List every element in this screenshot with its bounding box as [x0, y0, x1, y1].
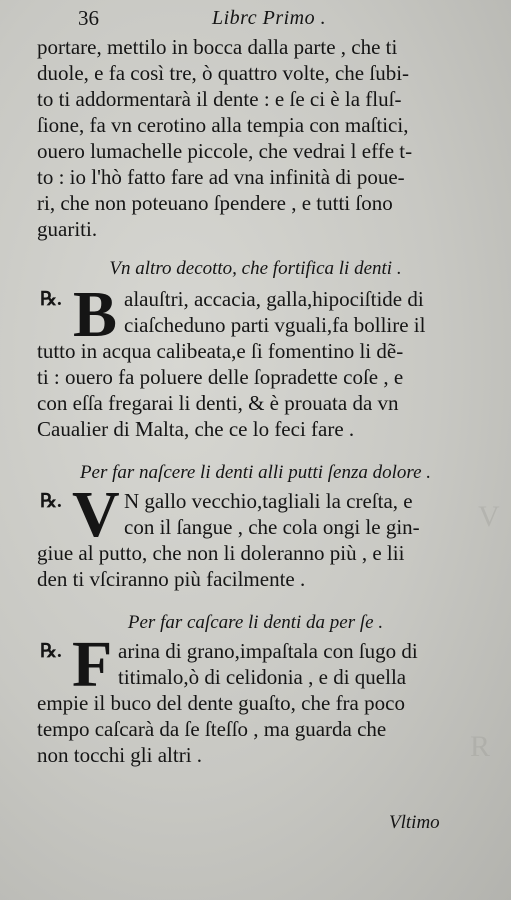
text-line: ſione, fa vn cerotino alla tempia con maſtici, [37, 113, 409, 137]
text-line: den ti vſciranno più facilmente . [37, 567, 306, 591]
text-line: con eſſa fregarai li denti, & è prouata da vn [37, 391, 399, 415]
catchword: Vltimo [389, 812, 440, 833]
text-line: portare, mettilo in bocca dalla parte , che ti [37, 35, 398, 59]
text-line: ciaſcheduno parti vguali,fa bollire il [124, 313, 426, 337]
text-line: ti : ouero fa poluere delle ſopradette coſe , e [37, 365, 404, 389]
text-line: duole, e fa così tre, ò quattro volte, che ſubi- [37, 61, 410, 85]
text-line: Caualier di Malta, che ce lo feci fare . [37, 417, 355, 441]
show-through-mark: V [478, 500, 500, 533]
text-line: con il ſangue , che cola ongi le gin- [124, 515, 420, 539]
running-title: Librc Primo . [212, 7, 327, 29]
text-line: giue al putto, che non li doleranno più , e lii [37, 541, 405, 565]
show-through-mark: R [470, 730, 491, 763]
section-heading: Per far caſcare li denti da per ſe . [127, 612, 384, 633]
text-line: ouero lumachelle piccole, che vedrai l effe t- [37, 139, 413, 163]
page-number: 36 [78, 6, 99, 30]
text-line: tempo caſcarà da ſe ſteſſo , ma guarda che [37, 717, 387, 741]
recipe-symbol: ℞. [40, 491, 62, 512]
text-line: guariti. [37, 217, 98, 241]
section-heading: Per far naſcere li denti alli putti ſenza dolore . [79, 462, 432, 483]
text-line: N gallo vecchio,tagliali la creſta, e [124, 489, 413, 513]
recipe-symbol: ℞. [40, 289, 62, 310]
text-line: to : io l'hò fatto fare ad vna infinità di poue- [37, 165, 405, 189]
page-header [0, 6, 511, 32]
text-line: alauſtri, accacia, galla,hipociſtide di [124, 287, 424, 311]
drop-cap: B [73, 278, 118, 351]
recipe-symbol: ℞. [40, 641, 62, 662]
text-line: titimalo,ò di celidonia , e di quella [118, 665, 407, 689]
text-line: tutto in acqua calibeata,e ſi fomentino li dẽ- [37, 339, 404, 363]
section-heading: Vn altro decotto, che fortifica li denti . [109, 258, 402, 279]
text-line: to ti addormentarà il dente : e ſe ci è la fluſ- [37, 87, 402, 111]
text-line: non tocchi gli altri . [37, 743, 203, 767]
drop-cap: V [72, 478, 120, 551]
text-line: ri, che non poteuano ſpendere , e tutti ſono [37, 191, 393, 215]
drop-cap: F [72, 628, 113, 701]
text-line: empie il buco del dente guaſto, che fra poco [37, 691, 405, 715]
text-line: arina di grano,impaſtala con ſugo di [118, 639, 418, 663]
